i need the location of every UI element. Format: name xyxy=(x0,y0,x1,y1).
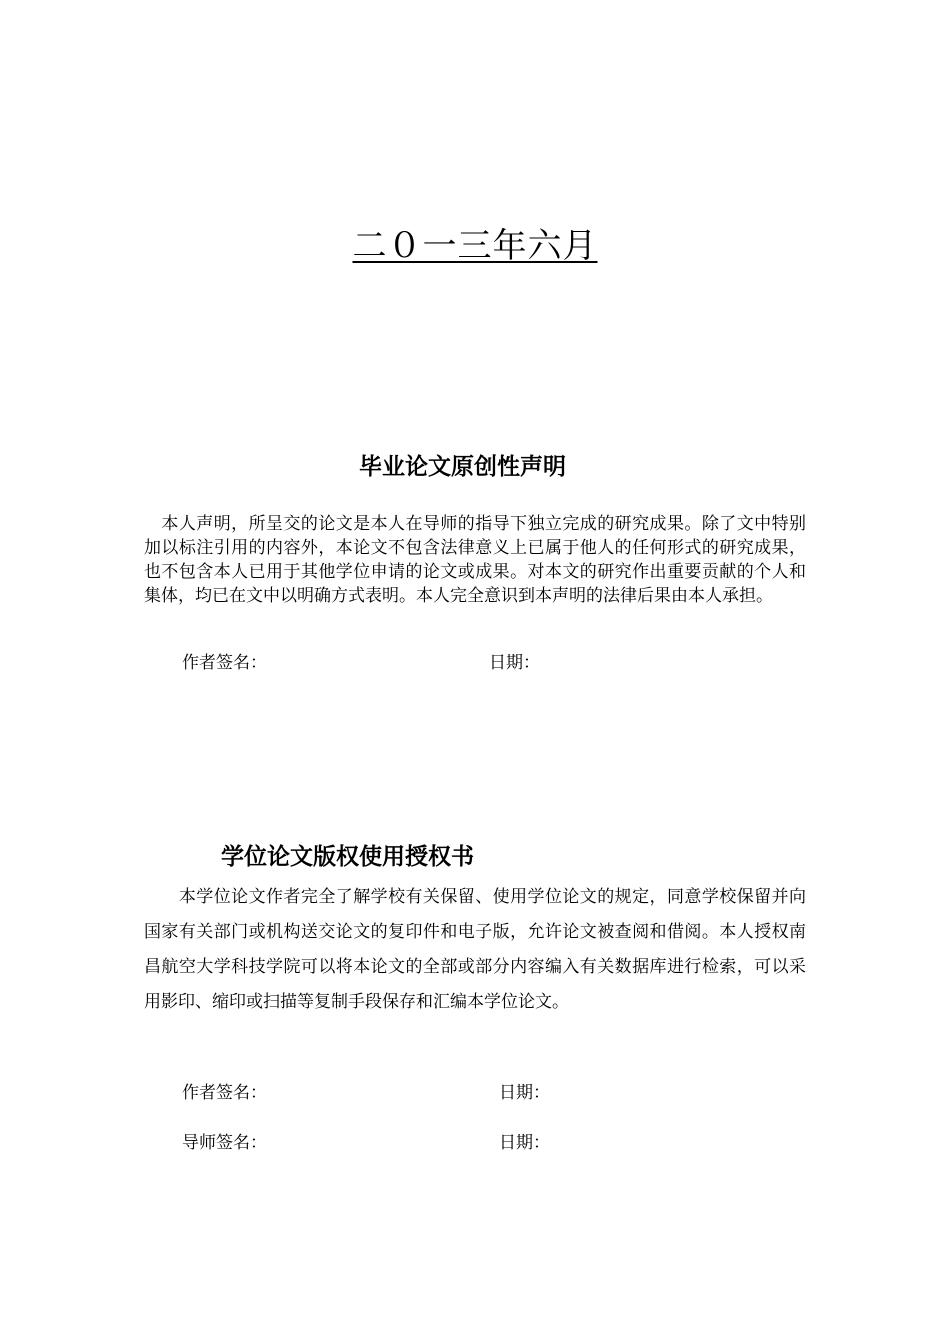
originality-body: 本人声明，所呈交的论文是本人在导师的指导下独立完成的研究成果。除了文中特别加以标注引用的内容外，本论文不包含法律意义上已属于他人的任何形式的研究成果，也不包含本人已用于其他学位申请的论文或成果。对本文的研究作出重要贡献的个人和集体，均已在文中以明确方式表明。本人完全意识到本声明的法律后果由本人承担。 xyxy=(144,514,806,606)
authorization-body: 本学位论文作者完全了解学校有关保留、使用学位论文的规定，同意学校保留并向国家有关部门或机构送交论文的复印件和电子版，允许论文被查阅和借阅。本人授权南昌航空大学科技学院可以将本论文的全部或部分内容编入有关数据库进行检索，可以采用影印、缩印或扫描等复制手段保存和汇编本学位论文。 xyxy=(144,887,806,1012)
authorization-advisor-signature-label: 导师签名： xyxy=(182,1133,267,1153)
authorization-author-date-label: 日期： xyxy=(499,1083,550,1103)
originality-author-signature-label: 作者签名： xyxy=(182,653,267,673)
authorization-advisor-date-label: 日期： xyxy=(499,1133,550,1153)
originality-title: 毕业论文原创性声明 xyxy=(359,454,566,480)
authorization-title: 学位论文版权使用授权书 xyxy=(221,844,474,870)
authorization-author-signature-label: 作者签名： xyxy=(182,1083,267,1103)
cover-date: 二０一三年六月 xyxy=(352,226,598,266)
originality-date-label: 日期： xyxy=(489,653,540,673)
